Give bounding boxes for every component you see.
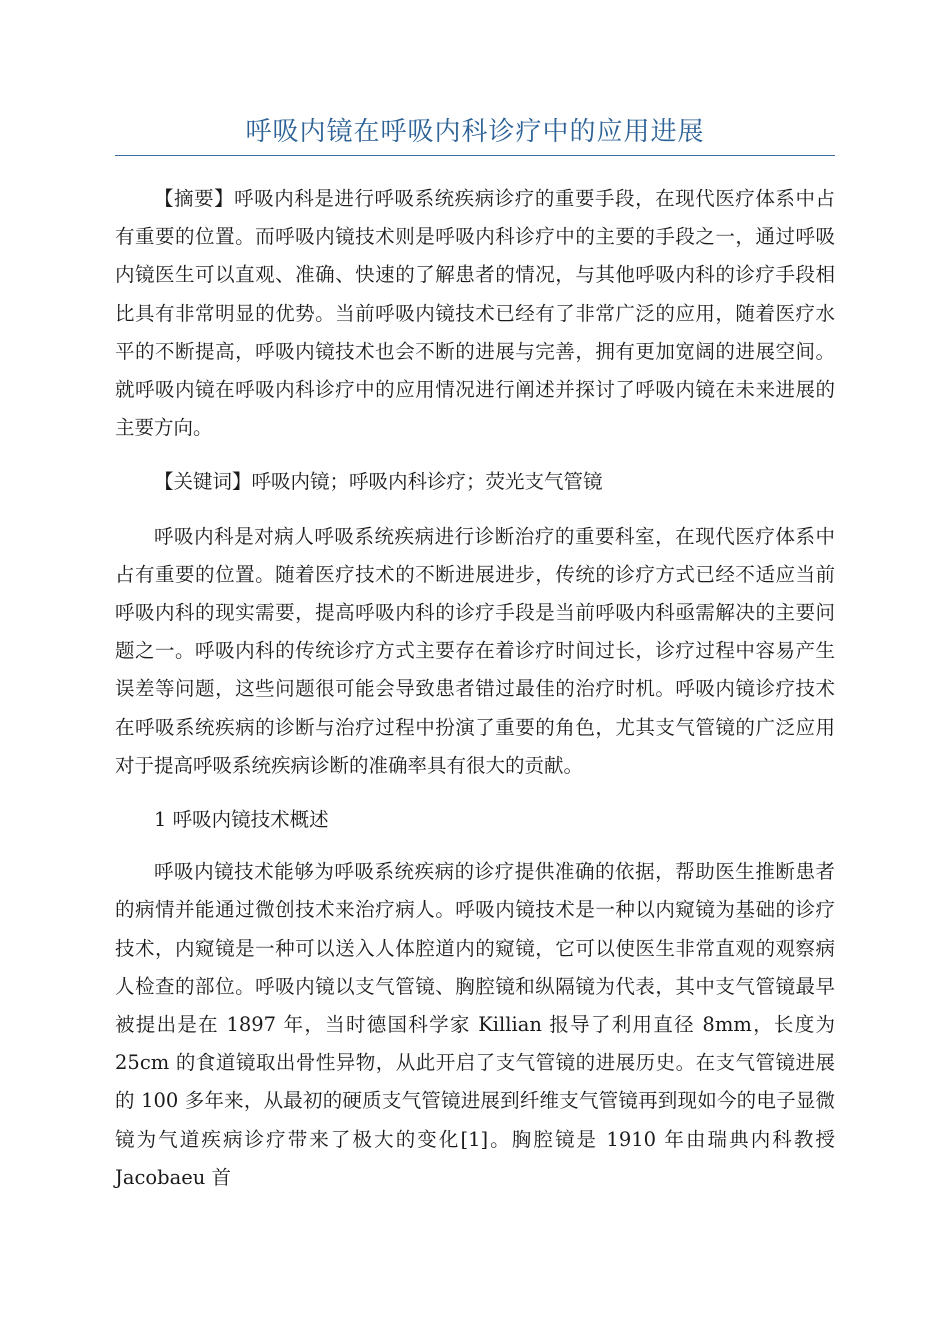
document-title: 呼吸内镜在呼吸内科诊疗中的应用进展 — [245, 117, 705, 147]
abstract-paragraph: 【摘要】呼吸内科是进行呼吸系统疾病诊疗的重要手段，在现代医疗体系中占有重要的位置。而呼吸内镜技术则是呼吸内科诊疗中的主要的手段之一，通过呼吸内镜医生可以直观、准确、快速的了解患者的情况，与其他呼吸内科的诊疗手段相比具有非常明显的优势。当前呼吸内镜技术已经有了非常广泛的应用，随着医疗水平的不断提高，呼吸内镜技术也会不断的进展与完善，拥有更加宽阔的进展空间。就呼吸内镜在呼吸内科诊疗中的应用情况进行阐述并探讨了呼吸内镜在未来进展的主要方向。 — [115, 187, 835, 440]
keywords-paragraph: 【关键词】呼吸内镜；呼吸内科诊疗；荧光支气管镜 — [154, 470, 603, 494]
document-body — [115, 180, 835, 1213]
section-paragraph: 呼吸内镜技术能够为呼吸系统疾病的诊疗提供准确的依据，帮助医生推断患者的病情并能通过微创技术来治疗病人。呼吸内镜技术是一种以内窥镜为基础的诊疗技术，内窥镜是一种可以送入人体腔道内的窥镜，它可以使医生非常直观的观察病人检查的部位。呼吸内镜以支气管镜、胸腔镜和纵隔镜为代表，其中支气管镜最早被提出是在 1897 年，当时德国科学家 Killian 报导了利用直径 8mm，长度为 25cm 的食道镜取出骨性异物，从此开启了支气管镜的进展历史。在支气管镜进展的 100 多年来，从最初的硬质支气管镜进展到纤维支气管镜再到现如今的电子显微镜为气道疾病诊疗带来了极大的变化[1]。胸腔镜是 1910 年由瑞典内科教授 Jacobaeu 首 — [115, 860, 835, 1189]
title-underline — [115, 155, 835, 156]
section-heading: 1 呼吸内镜技术概述 — [154, 808, 329, 832]
intro-paragraph: 呼吸内科是对病人呼吸系统疾病进行诊断治疗的重要科室，在现代医疗体系中占有重要的位置。随着医疗技术的不断进展进步，传统的诊疗方式已经不适应当前呼吸内科的现实需要，提高呼吸内科的诊疗手段是当前呼吸内科亟需解决的主要问题之一。呼吸内科的传统诊疗方式主要存在着诊疗时间过长，诊疗过程中容易产生误差等问题，这些问题很可能会导致患者错过最佳的治疗时机。呼吸内镜诊疗技术在呼吸系统疾病的诊断与治疗过程中扮演了重要的角色，尤其支气管镜的广泛应用对于提高呼吸系统疾病诊断的准确率具有很大的贡献。 — [115, 524, 835, 777]
